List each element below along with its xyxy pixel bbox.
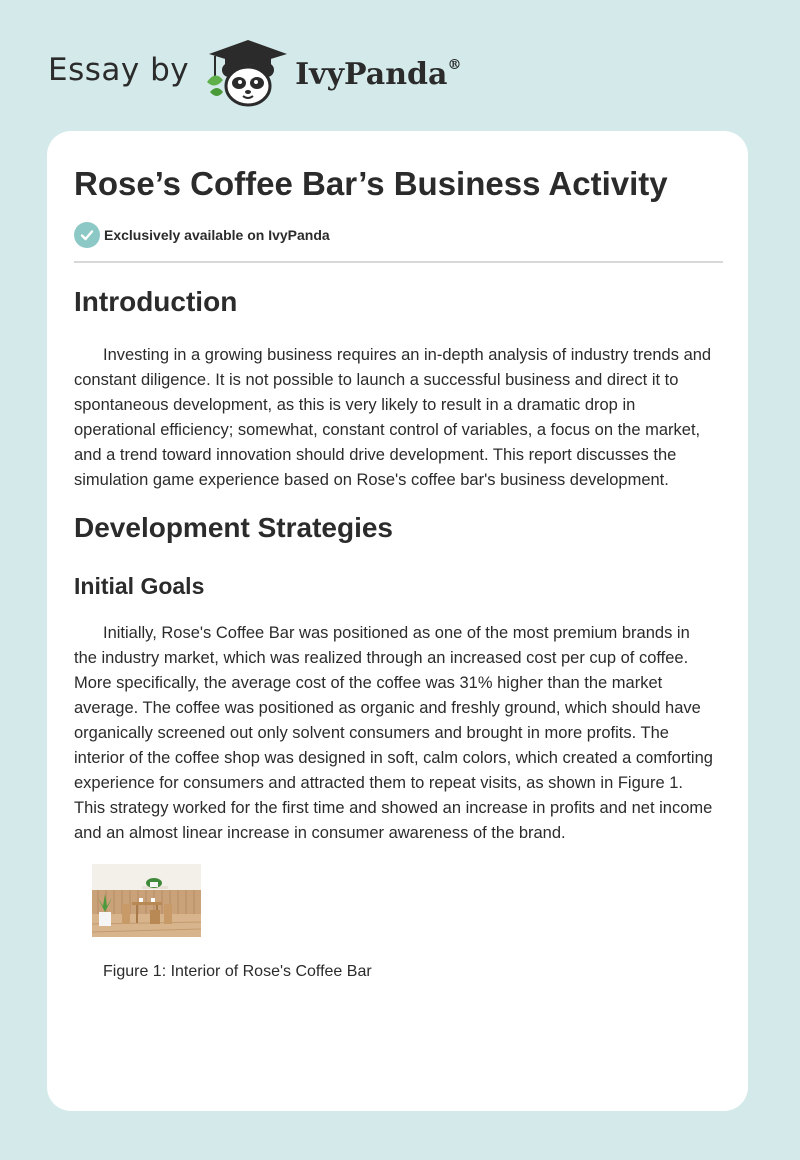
- figure-image-coffee-bar-interior[interactable]: [92, 864, 201, 937]
- article-card: [47, 131, 748, 1111]
- check-icon: [74, 222, 100, 248]
- paragraph-line: the industry market, which was realized through an increased cost per cup of coffee.: [74, 649, 689, 667]
- section-heading-introduction: Introduction: [74, 286, 238, 317]
- paragraph-line: Initially, Rose's Coffee Bar was positioned as one of the most premium brands in: [103, 624, 690, 642]
- site-header: [48, 36, 461, 108]
- paragraph-line: operational efficiency; somewhat, constant control of variables, a focus on the market,: [74, 421, 701, 439]
- paragraph-line: spontaneous development, as this is very likely to result in a dramatic drop in: [74, 396, 636, 414]
- paragraph-line: and a trend toward innovation should drive development. This report discusses the: [74, 446, 677, 464]
- brand-name[interactable]: [295, 57, 461, 92]
- paragraph-line: simulation game experience based on Rose's coffee bar's business development.: [74, 471, 669, 489]
- figure-caption: Figure 1: Interior of Rose's Coffee Bar: [103, 963, 372, 980]
- section-heading-development-strategies: Development Strategies: [74, 512, 393, 543]
- registered-mark: ®: [447, 56, 462, 73]
- divider: [74, 261, 723, 263]
- initial-goals-paragraph: [74, 621, 723, 846]
- paragraph-line: organically screened out only solvent consumers and brought in more profits. The: [74, 724, 669, 742]
- panda-graduate-icon[interactable]: [203, 36, 293, 108]
- introduction-paragraph: [74, 343, 723, 493]
- exclusive-badge: [74, 222, 330, 248]
- brand-prefix: Essay by: [48, 52, 190, 88]
- paragraph-line: and an almost linear increase in consumer awareness of the brand.: [74, 824, 566, 842]
- paragraph-line: This strategy worked for the first time and showed an increase in profits and net income: [74, 799, 713, 817]
- paragraph-line: constant diligence. It is not possible to launch a successful business and direct it to: [74, 371, 679, 389]
- exclusive-label: Exclusively available on IvyPanda: [104, 227, 330, 243]
- paragraph-line: average. The coffee was positioned as organic and freshly ground, which should have: [74, 699, 701, 717]
- paragraph-line: More specifically, the average cost of the coffee was 31% higher than the market: [74, 674, 663, 692]
- subsection-heading-initial-goals: Initial Goals: [74, 573, 205, 599]
- paragraph-line: interior of the coffee shop was designed in soft, calm colors, which created a comforting: [74, 749, 713, 767]
- paragraph-line: experience for consumers and attracted them to repeat visits, as shown in Figure 1.: [74, 774, 683, 792]
- page-title: Rose’s Coffee Bar’s Business Activity: [74, 165, 668, 202]
- paragraph-line: Investing in a growing business requires an in-depth analysis of industry trends and: [103, 346, 712, 364]
- brand-name-text: IvyPanda: [295, 56, 448, 92]
